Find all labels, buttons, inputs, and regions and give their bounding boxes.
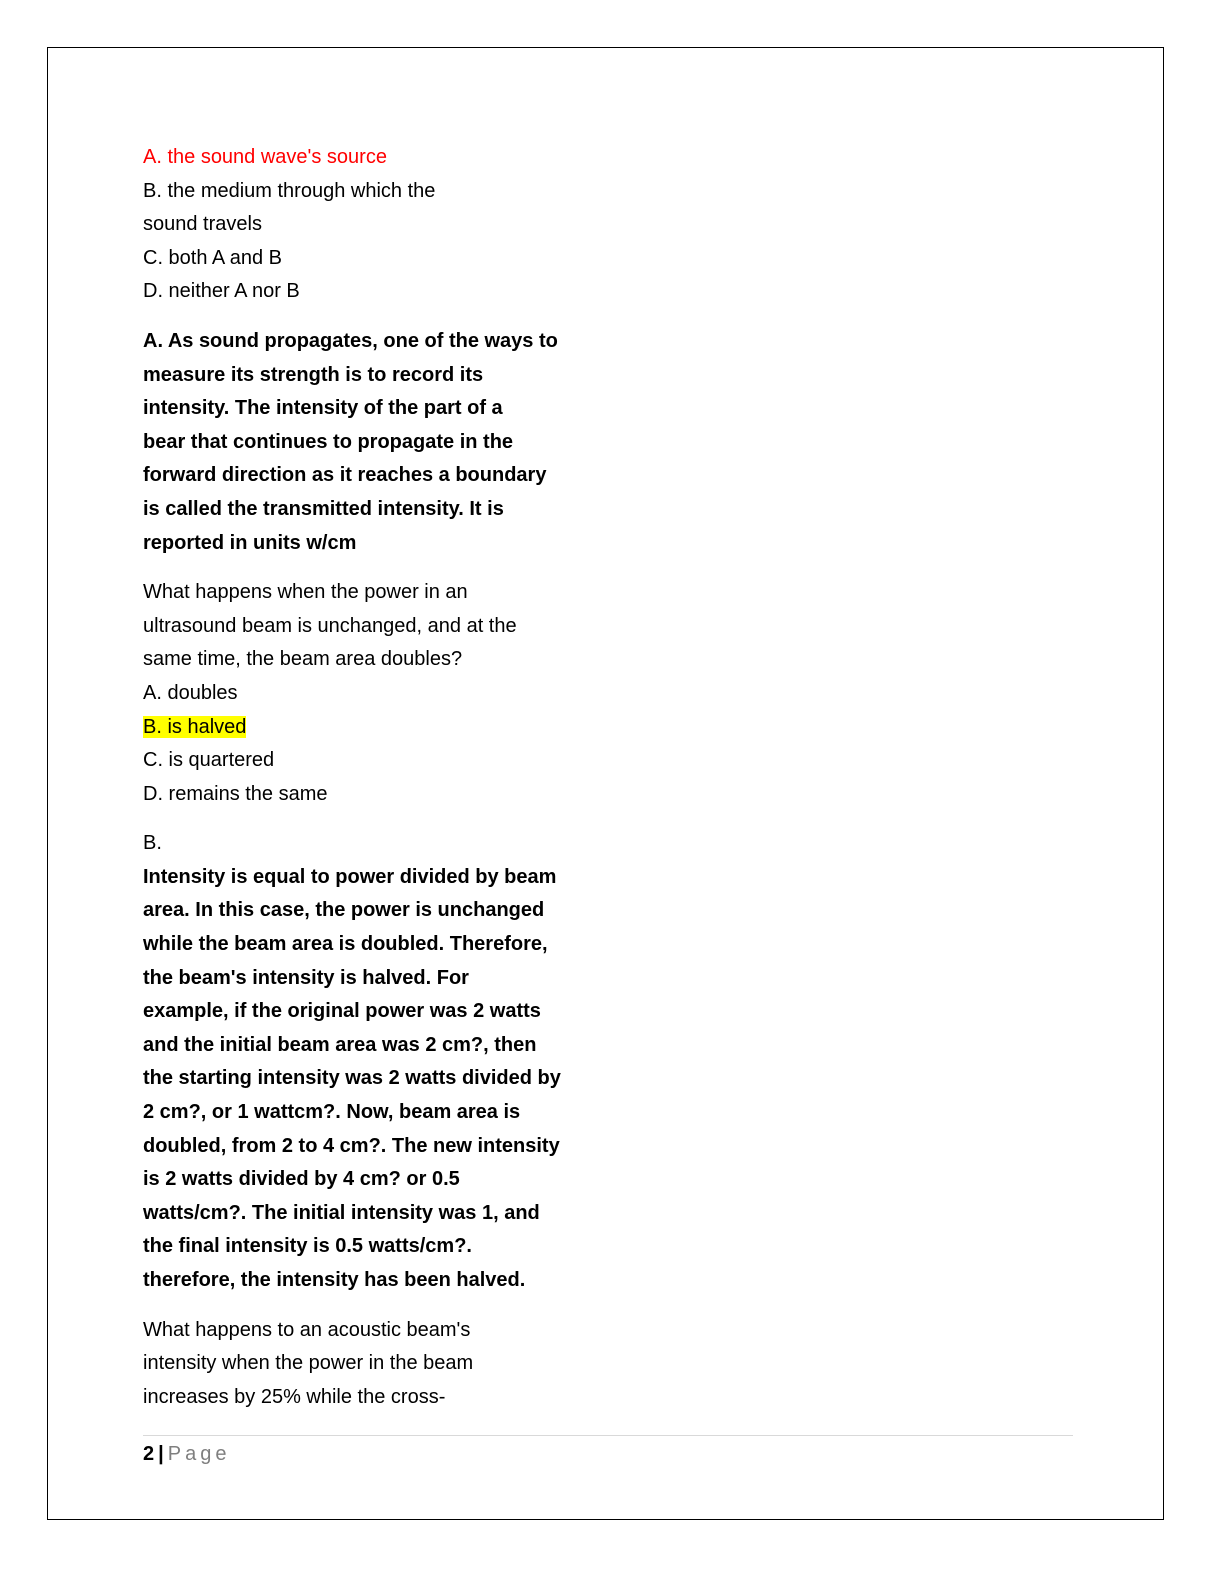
answer1-explanation [143, 325, 583, 560]
question1-options [143, 141, 583, 309]
answer1-line: reported in units w/cm [143, 531, 357, 554]
answer2-line: example, if the original power was 2 watts [143, 1000, 541, 1023]
question2-text-line: ultrasound beam is unchanged, and at the [143, 614, 517, 637]
question3-text-line: intensity when the power in the beam [143, 1352, 474, 1375]
answer1-line: intensity. The intensity of the part of a [143, 397, 503, 420]
question2-text-line: same time, the beam area doubles? [143, 648, 463, 671]
question3 [143, 1314, 583, 1415]
option-d: D. neither A nor B [143, 280, 300, 303]
question2-option-b-highlighted [143, 711, 583, 745]
spacer [143, 811, 583, 827]
answer2-line: 2 cm?, or 1 wattcm?. Now, beam area is [143, 1101, 521, 1124]
spacer [143, 1298, 583, 1314]
answer2-line: while the beam area is doubled. Therefore, [143, 933, 548, 956]
footer-divider [143, 1435, 1073, 1436]
answer2-explanation [143, 827, 583, 1297]
question2-option-d: D. remains the same [143, 782, 328, 805]
answer2-line: therefore, the intensity has been halved. [143, 1269, 526, 1291]
question2-text-line: What happens when the power in an [143, 581, 468, 604]
answer2-line: the final intensity is 0.5 watts/cm?. [143, 1235, 472, 1258]
answer2-line: the beam's intensity is halved. For [143, 966, 469, 989]
footer-separator: | [158, 1443, 164, 1465]
question3-text-line: increases by 25% while the cross- [143, 1385, 446, 1408]
question3-text-line: What happens to an acoustic beam's [143, 1318, 471, 1341]
answer2-line: is 2 watts divided by 4 cm? or 0.5 [143, 1168, 460, 1191]
document-body [143, 141, 583, 1414]
spacer [143, 309, 583, 325]
answer1-line: forward direction as it reaches a boundary [143, 464, 547, 487]
highlight-mark: B. is halved [143, 715, 247, 738]
answer2-line: Intensity is equal to power divided by beam [143, 865, 557, 888]
answer2-letter: B. [143, 832, 162, 855]
answer1-line: measure its strength is to record its [143, 363, 484, 386]
question2-option-a: A. doubles [143, 681, 238, 704]
page-footer [143, 1441, 230, 1467]
question2-option-c: C. is quartered [143, 749, 275, 772]
option-c: C. both A and B [143, 246, 282, 269]
answer1-line: is called the transmitted intensity. It is [143, 497, 504, 520]
option-a-correct: A. the sound wave's source [143, 146, 387, 168]
page-label: Page [167, 1443, 231, 1465]
answer1-line: A. As sound propagates, one of the ways to [143, 329, 558, 352]
answer2-line: doubled, from 2 to 4 cm?. The new intensity [143, 1134, 560, 1157]
option-b-line2: sound travels [143, 213, 262, 236]
answer1-line: bear that continues to propagate in the [143, 430, 514, 453]
answer2-line: the starting intensity was 2 watts divided by [143, 1067, 561, 1090]
option-b-line1: B. the medium through which the [143, 179, 436, 202]
question2 [143, 576, 583, 811]
answer2-line: area. In this case, the power is unchanged [143, 899, 545, 922]
answer2-line: watts/cm?. The initial intensity was 1, and [143, 1201, 540, 1224]
answer2-line: and the initial beam area was 2 cm?, then [143, 1033, 537, 1056]
spacer [143, 560, 583, 576]
page-number: 2 [143, 1443, 155, 1465]
